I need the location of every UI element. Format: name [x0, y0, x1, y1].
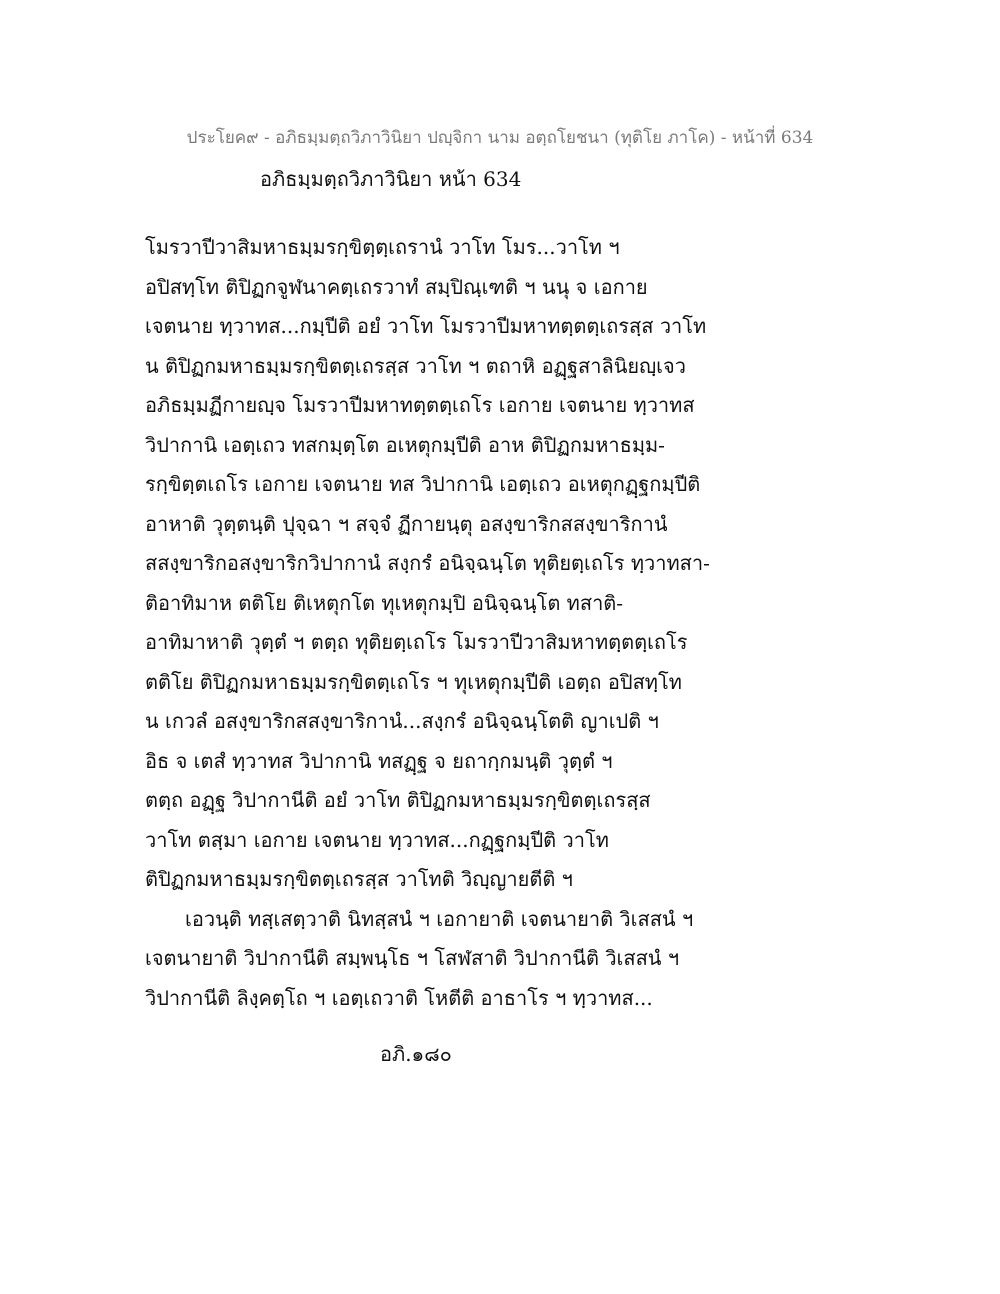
text-line: โมรวาปีวาสิมหาธมฺมรกฺขิตฺตฺเถรานํ วาโท โมร...วาโท ฯ — [145, 235, 620, 259]
page-heading: อภิธมฺมตฺถวิภาวินิยา หน้า 634 — [260, 167, 522, 191]
paragraph-start-line: เอวนฺติ ทสฺเสตฺวาติ นิทสฺสนํ ฯ เอกายาติ เจตนายาติ วิเสสนํ ฯ — [185, 906, 694, 931]
running-header: ประโยค๙ - อภิธมฺมตฺถวิภาวินิยา ปญฺจิกา นาม อตฺถโยชนา (ทุติโย ภาโค) - หน้าที่ 634 — [186, 128, 814, 148]
text-line: อาหาติ วุตฺตนฺติ ปุจฺฉา ฯ สจฺจํ ฏีกายนฺตุ อสงฺขาริกสสงฺขาริกานํ — [145, 511, 668, 536]
text-line: อาทิมาหาติ วุตฺตํ ฯ ตตฺถ ทุติยตฺเถโร โมรวาปีวาสิมหาทตฺตตฺเถโร — [145, 630, 688, 654]
text-line: น เกวลํ อสงฺขาริกสสงฺขาริกานํ...สงฺกรํ อนิจฺฉนฺโตติ ญาเปติ ฯ — [145, 709, 659, 733]
body-text — [145, 228, 865, 1018]
text-line: ติอาทิมาห ตติโย ติเหตุกโต ทุเหตุกมฺปิ อนิจฺฉนฺโต ทสาติ- — [145, 590, 624, 615]
text-line: เจตนายาติ วิปากานีติ สมฺพนฺโธ ฯ โสฬสาติ วิปากานีติ วิเสสนํ ฯ — [145, 946, 680, 970]
text-line: ตติโย ติปิฏกมหาธมฺมรกฺขิตตฺเถโร ฯ ทุเหตุกมฺปีติ เอตฺถ อปิสทฺโท — [145, 669, 682, 694]
text-line: วาโท ตสฺมา เอกาย เจตนาย ทฺวาทส...กฏฺฐกมฺปีติ วาโท — [145, 827, 609, 852]
text-line: รกฺขิตฺตเถโร เอกาย เจตนาย ทส วิปากานิ เอตฺเถว อเหตุกฏฺฐกมฺปีติ — [145, 472, 701, 496]
footer-reference: อภิ.๑๘๐ — [380, 1042, 452, 1066]
text-line: ติปิฏกมหาธมฺมรกฺขิตตฺเถรสฺส วาโทติ วิญฺญายตีติ ฯ — [145, 867, 573, 891]
text-line: เจตนาย ทฺวาทส...กมฺปีติ อยํ วาโท โมรวาปีมหาทตฺตตฺเถรสฺส วาโท — [145, 314, 707, 338]
text-line: วิปากานิ เอตฺเถว ทสกมฺตฺโต อเหตุกมฺปีติ อาห ติปิฏกมหาธมฺม- — [145, 432, 665, 457]
text-line: อภิธมฺมฏีกายญฺจ โมรวาปีมหาทตฺตตฺเถโร เอกาย เจตนาย ทฺวาทส — [145, 393, 695, 417]
text-line: สสงฺขาริกอสงฺขาริกวิปากานํ สงฺกรํ อนิจฺฉนฺโต ทุติยตฺเถโร ทฺวาทสา- — [145, 551, 710, 575]
text-line: ตตฺถ อฏฺฐ วิปากานีติ อยํ วาโท ติปิฏกมหาธมฺมรกฺขิตตฺเถรสฺส — [145, 788, 651, 812]
text-line: อปิสทฺโท ติปิฏกจูฬนาคตฺเถรวาทํ สมฺปิณฺเฑติ ฯ นนุ จ เอกาย — [145, 274, 648, 299]
text-line: น ติปิฏกมหาธมฺมรกฺขิตตฺเถรสฺส วาโท ฯ ตถาหิ อฏฺฐสาลินิยญฺเจว — [145, 353, 686, 378]
text-line: อิธ จ เตสํ ทฺวาทส วิปากานิ ทสฏฺฐ จ ยถากฺกมนฺติ วุตฺตํ ฯ — [145, 748, 613, 773]
text-line: วิปากานีติ ลิงฺคตฺโถ ฯ เอตฺเถวาติ โหตีติ อาธาโร ฯ ทฺวาทส... — [145, 985, 653, 1010]
